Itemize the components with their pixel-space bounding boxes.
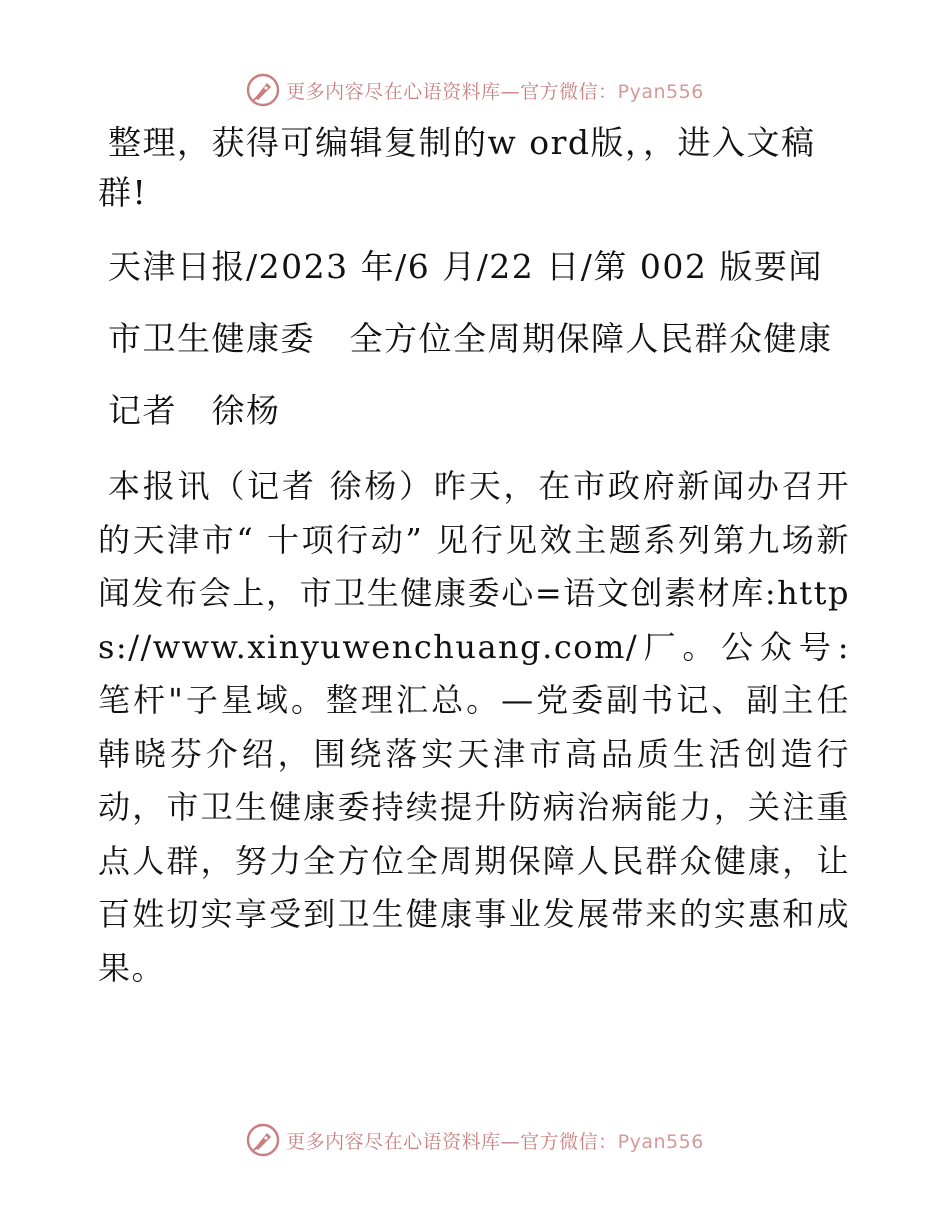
byline: 记者 徐杨	[108, 391, 281, 430]
document-page	[98, 118, 850, 998]
intro-line: 整理，获得可编辑复制的w ord版，，进入文稿群!	[98, 123, 816, 212]
article-body: 本报讯（记者 徐杨）昨天，在市政府新闻办召开的天津市“ 十项行动” 见行见效主题系列第九场新闻发布会上，市卫生健康委心=语文创素材库:https://www.xinyuwenchuang.com/厂。公众号: 笔杆"子星域。整理汇总。—党委副书记、副主任韩晓芬介绍，围绕落实天津市高品质生活创造行动，市卫生健康委持续提升防病治病能力，关注重点人群，努力全方位全周期保障人民群众健康，让百姓切实享受到卫生健康事业发展带来的实惠和成果。	[98, 467, 850, 987]
watermark-account: Pyan556	[617, 80, 704, 103]
watermark-text	[286, 77, 704, 104]
watermark-brand: 更多内容尽在心语资料库—官方微信：	[286, 80, 618, 103]
pen-nib-logo-icon	[246, 73, 280, 107]
dateline: 天津日报/2023 年/6 月/22 日/第 002 版要闻	[108, 247, 823, 286]
pen-nib-logo-icon	[246, 1123, 280, 1157]
watermark-brand: 更多内容尽在心语资料库—官方微信：	[286, 1130, 618, 1153]
footer-watermark	[0, 1120, 950, 1160]
watermark-text	[286, 1127, 704, 1154]
header-watermark	[0, 70, 950, 110]
watermark-account: Pyan556	[617, 1130, 704, 1153]
headline: 市卫生健康委 全方位全周期保障人民群众健康	[108, 319, 833, 358]
